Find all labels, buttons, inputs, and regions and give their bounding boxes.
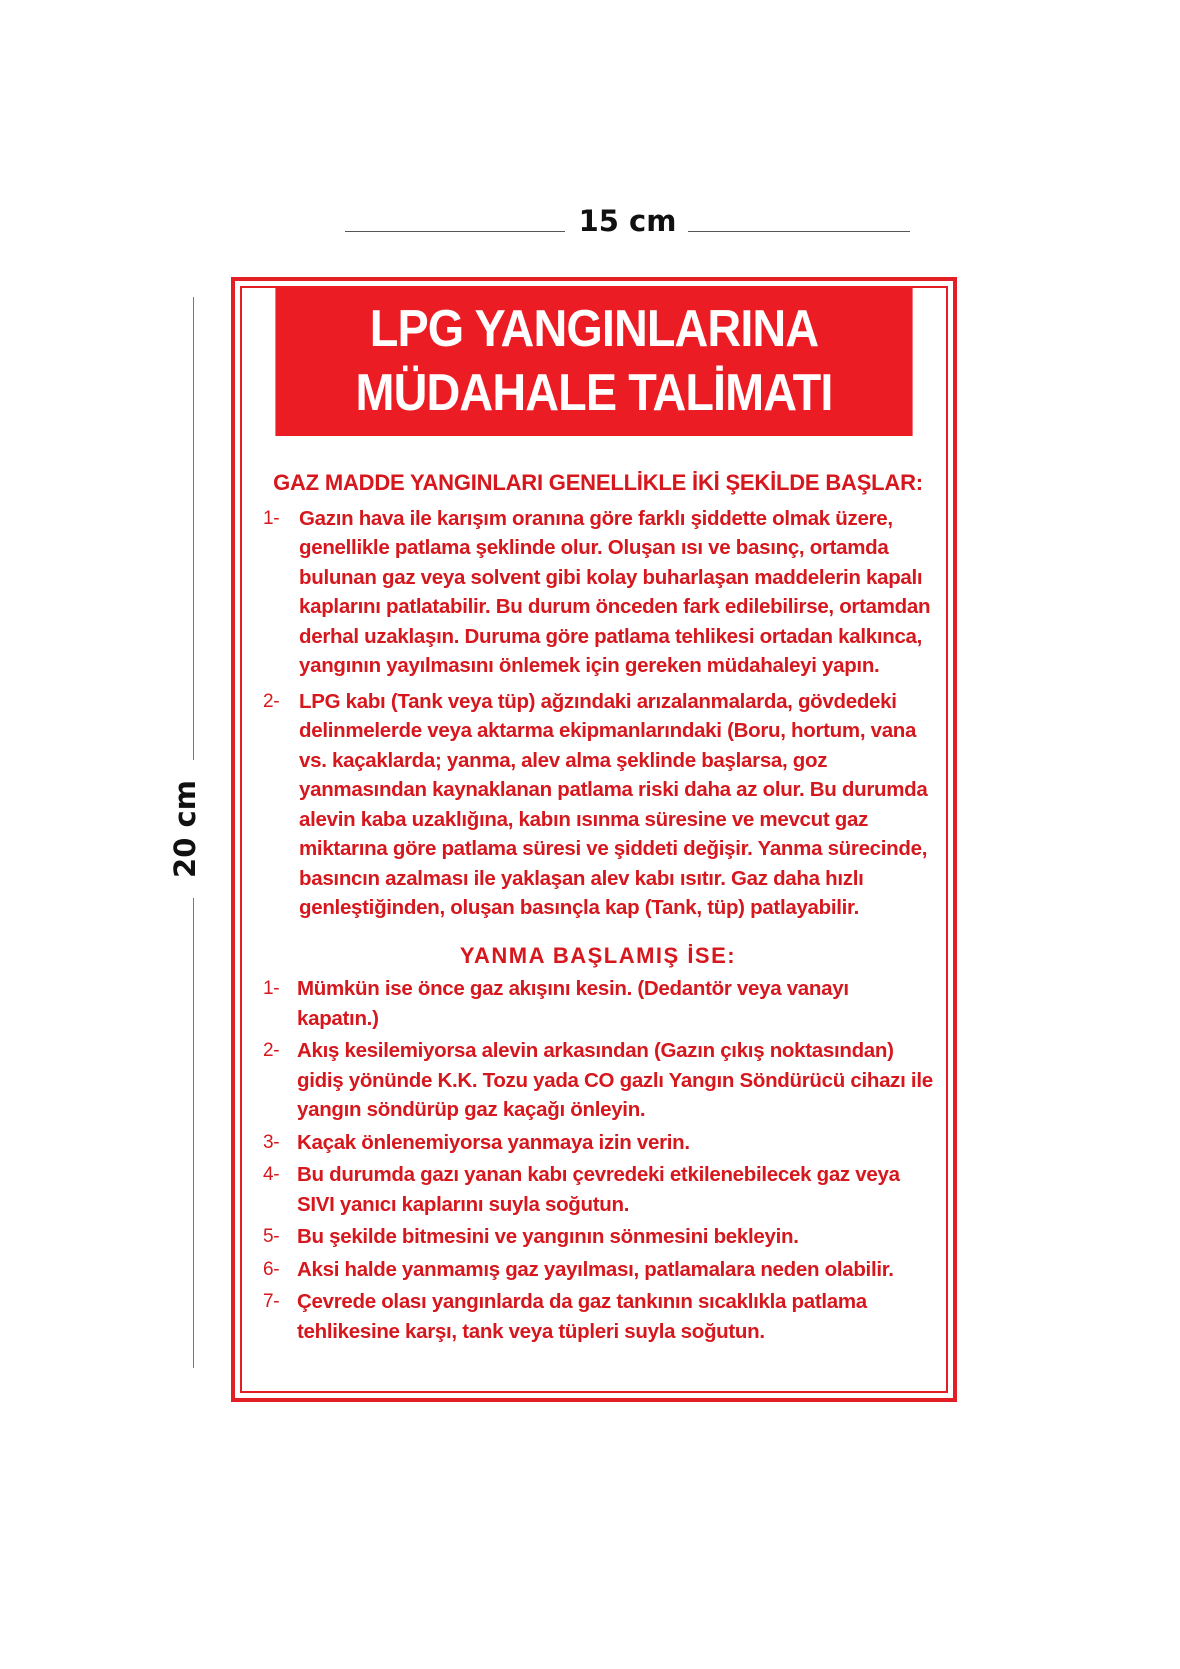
sign-title-line-2: MÜDAHALE TALİMATI (355, 364, 833, 422)
list-item-number: 6- (263, 1258, 280, 1280)
list-item (263, 1036, 933, 1125)
sign-title-line-1: LPG YANGINLARINA (369, 300, 819, 358)
width-dimension (345, 200, 910, 240)
height-dimension-line-top (193, 297, 194, 760)
safety-sign (231, 277, 957, 1402)
list-item-text: Bu şekilde bitmesini ve yangının sönmesini bekleyin. (297, 1225, 799, 1248)
list-item-text: Aksi halde yanmamış gaz yayılması, patlamalara neden olabilir. (297, 1257, 894, 1281)
list-item-text: Kaçak önlenemiyorsa yanmaya izin verin. (297, 1130, 690, 1154)
list-item-number: 2- (263, 690, 280, 712)
section-1-heading: GAZ MADDE YANGINLARI GENELLİKLE İKİ ŞEKİLDE BAŞLAR: (273, 470, 923, 495)
list-item (263, 1222, 933, 1252)
section-2-list (263, 974, 933, 1346)
list-item-text: Mümkün ise önce gaz akışını kesin. (Dedantör veya vanayı kapatın.) (297, 977, 849, 1030)
list-item-text: Akış kesilemiyorsa alevin arkasından (Gazın çıkış noktasından) gidiş yönünde K.K. Tozu yada CO gazlı Yangın Söndürücü cihazı ile yangın söndürüp gaz kaçağı önleyin. (297, 1039, 933, 1121)
width-dimension-line-right (688, 231, 910, 232)
list-item-number: 3- (263, 1131, 280, 1153)
list-item (263, 1287, 933, 1346)
list-item-number: 7- (263, 1291, 280, 1312)
height-dimension-label: 20 cm (168, 780, 202, 878)
list-item-number: 1- (263, 507, 280, 529)
height-dimension-line-bottom (193, 898, 194, 1368)
list-item-number: 5- (263, 1226, 280, 1247)
sign-content (263, 468, 933, 1349)
list-item-text: LPG kabı (Tank veya tüp) ağzındaki arızalanmalarda, gövdedeki delinmelerde veya aktarma ekipmanlarındaki (Boru, hortum, vana vs. kaçaklarda; yanma, alev alma şeklinde başlarsa, goz yanmasından kaynaklanan patlama riski daha az olur. Bu durumda alevin kaba uzaklığına, kabın ısınma süresine ve mevcut gaz miktarına göre patlama süresi ve şiddeti değişir. Yanma sürecinde, basıncın azalması ile yaklaşan alev kabı ısıtır. Gaz daha hızlı genleştiğinden, oluşan basınçla kap (Tank, tüp) patlayabilir. (299, 689, 928, 919)
list-item (263, 687, 933, 923)
list-item (263, 1128, 933, 1158)
section-1-list (263, 504, 933, 923)
list-item-number: 4- (263, 1164, 280, 1185)
list-item (263, 974, 933, 1033)
sign-title-band (275, 286, 912, 436)
list-item (263, 1160, 933, 1219)
list-item-number: 1- (263, 978, 280, 999)
list-item-number: 2- (263, 1040, 280, 1061)
list-item-text: Çevrede olası yangınlarda da gaz tankının sıcaklıkla patlama tehlikesine karşı, tank veya tüpleri suyla soğutun. (297, 1290, 867, 1343)
list-item-text: Gazın hava ile karışım oranına göre farklı şiddette olmak üzere, genellikle patlama şeklinde olur. Oluşan ısı ve basınç, ortamda bulunan gaz veya solvent gibi kolay buharlaşan maddelerin kapalı kaplarını patlatabilir. Bu durum önceden fark edilebilirse, ortamdan derhal uzaklaşın. Duruma göre patlama tehlikesi ortadan kalkınca, yangının yayılmasını önlemek için gereken müdahaleyi yapın. (299, 506, 931, 677)
list-item-text: Bu durumda gazı yanan kabı çevredeki etkilenebilecek gaz veya SIVI yanıcı kaplarını suyla soğutun. (297, 1163, 900, 1216)
width-dimension-label: 15 cm (578, 204, 677, 238)
list-item (263, 504, 933, 681)
section-2-heading: YANMA BAŞLAMIŞ İSE: (459, 942, 737, 968)
list-item (263, 1255, 933, 1285)
